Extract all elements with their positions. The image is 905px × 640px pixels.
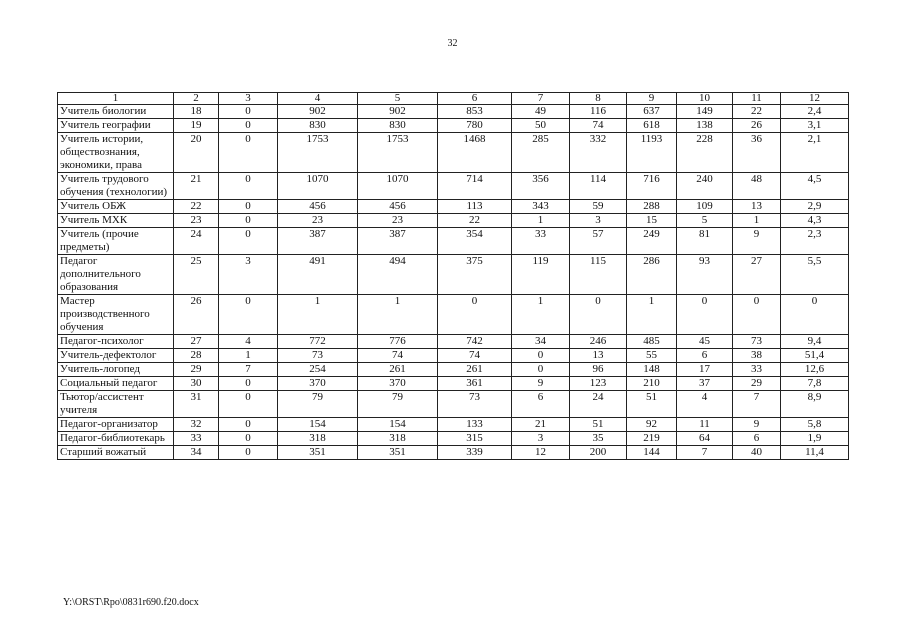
table-cell: 154 — [358, 418, 438, 432]
table-cell: 1 — [733, 214, 781, 228]
table-row — [58, 295, 849, 335]
table-cell: 113 — [438, 200, 512, 214]
table-cell: 288 — [627, 200, 677, 214]
table-cell: 15 — [627, 214, 677, 228]
table-cell: 35 — [570, 432, 627, 446]
table-cell: 772 — [278, 335, 358, 349]
table-header-row — [58, 93, 849, 105]
table-cell: 133 — [438, 418, 512, 432]
row-position-name: Педагог-библиотекарь — [58, 432, 174, 446]
table-cell: 74 — [438, 349, 512, 363]
column-header: 3 — [219, 93, 278, 105]
table-cell: 370 — [278, 377, 358, 391]
table-cell: 1 — [512, 295, 570, 335]
table-row — [58, 214, 849, 228]
table-cell: 1 — [278, 295, 358, 335]
table-cell: 240 — [677, 173, 733, 200]
table-cell: 0 — [438, 295, 512, 335]
row-position-name: Учитель (прочие предметы) — [58, 228, 174, 255]
table-cell: 114 — [570, 173, 627, 200]
table-cell: 22 — [174, 200, 219, 214]
table-cell: 1 — [512, 214, 570, 228]
table-cell: 149 — [677, 105, 733, 119]
table-cell: 0 — [512, 363, 570, 377]
table-row — [58, 377, 849, 391]
table-cell: 13 — [570, 349, 627, 363]
row-position-name: Тьютор/ассистент учителя — [58, 391, 174, 418]
table-row — [58, 363, 849, 377]
table-cell: 1070 — [278, 173, 358, 200]
table-cell: 351 — [278, 446, 358, 460]
table-cell: 0 — [219, 377, 278, 391]
table-cell: 79 — [278, 391, 358, 418]
table-cell: 375 — [438, 255, 512, 295]
column-header: 4 — [278, 93, 358, 105]
table-cell: 23 — [174, 214, 219, 228]
table-cell: 343 — [512, 200, 570, 214]
table-cell: 228 — [677, 133, 733, 173]
table-row — [58, 200, 849, 214]
table-cell: 0 — [219, 446, 278, 460]
row-position-name: Учитель-логопед — [58, 363, 174, 377]
table-cell: 0 — [219, 418, 278, 432]
column-header: 9 — [627, 93, 677, 105]
table-cell: 3 — [219, 255, 278, 295]
table-cell: 354 — [438, 228, 512, 255]
table-cell: 26 — [733, 119, 781, 133]
table-row — [58, 173, 849, 200]
table-cell: 48 — [733, 173, 781, 200]
table-cell: 81 — [677, 228, 733, 255]
table-cell: 4 — [677, 391, 733, 418]
table-cell: 25 — [174, 255, 219, 295]
table-cell: 1,9 — [781, 432, 849, 446]
table-cell: 45 — [677, 335, 733, 349]
table-cell: 40 — [733, 446, 781, 460]
data-table — [57, 92, 849, 460]
table-cell: 9 — [733, 418, 781, 432]
table-cell: 33 — [733, 363, 781, 377]
table-cell: 219 — [627, 432, 677, 446]
row-position-name: Учитель географии — [58, 119, 174, 133]
table-row — [58, 105, 849, 119]
table-row — [58, 432, 849, 446]
row-position-name: Старший вожатый — [58, 446, 174, 460]
table-cell: 0 — [219, 295, 278, 335]
table-cell: 74 — [570, 119, 627, 133]
table-cell: 119 — [512, 255, 570, 295]
table-cell: 1753 — [358, 133, 438, 173]
table-cell: 332 — [570, 133, 627, 173]
table-cell: 4,5 — [781, 173, 849, 200]
table-cell: 4,3 — [781, 214, 849, 228]
table-cell: 5,5 — [781, 255, 849, 295]
table-cell: 3 — [512, 432, 570, 446]
table-cell: 51 — [627, 391, 677, 418]
table-cell: 116 — [570, 105, 627, 119]
table-cell: 318 — [278, 432, 358, 446]
table-cell: 57 — [570, 228, 627, 255]
row-position-name: Учитель ОБЖ — [58, 200, 174, 214]
table-cell: 0 — [219, 119, 278, 133]
row-position-name: Педагог-психолог — [58, 335, 174, 349]
table-cell: 0 — [219, 432, 278, 446]
table-cell: 64 — [677, 432, 733, 446]
column-header: 5 — [358, 93, 438, 105]
table-cell: 7 — [733, 391, 781, 418]
table-cell: 246 — [570, 335, 627, 349]
table-cell: 9,4 — [781, 335, 849, 349]
table-cell: 144 — [627, 446, 677, 460]
table-cell: 339 — [438, 446, 512, 460]
row-position-name: Социальный педагог — [58, 377, 174, 391]
table-cell: 716 — [627, 173, 677, 200]
table-cell: 79 — [358, 391, 438, 418]
table-cell: 494 — [358, 255, 438, 295]
table-cell: 1070 — [358, 173, 438, 200]
table-row — [58, 349, 849, 363]
table-cell: 30 — [174, 377, 219, 391]
table-cell: 33 — [512, 228, 570, 255]
table-row — [58, 133, 849, 173]
table-cell: 6 — [512, 391, 570, 418]
table-cell: 109 — [677, 200, 733, 214]
table-cell: 73 — [278, 349, 358, 363]
table-cell: 29 — [174, 363, 219, 377]
table-cell: 24 — [174, 228, 219, 255]
table-cell: 285 — [512, 133, 570, 173]
table-cell: 0 — [219, 214, 278, 228]
table-cell: 485 — [627, 335, 677, 349]
table-cell: 27 — [733, 255, 781, 295]
table-cell: 13 — [733, 200, 781, 214]
table-cell: 31 — [174, 391, 219, 418]
table-cell: 18 — [174, 105, 219, 119]
table-cell: 200 — [570, 446, 627, 460]
table-cell: 456 — [278, 200, 358, 214]
table-cell: 0 — [219, 391, 278, 418]
table-cell: 830 — [358, 119, 438, 133]
table-cell: 2,9 — [781, 200, 849, 214]
table-cell: 148 — [627, 363, 677, 377]
table-cell: 92 — [627, 418, 677, 432]
row-position-name: Мастер производственного обучения — [58, 295, 174, 335]
table-cell: 0 — [677, 295, 733, 335]
footer-file-path: Y:\ORST\Rpo\0831r690.f20.docx — [63, 597, 199, 608]
table-cell: 22 — [733, 105, 781, 119]
table-cell: 0 — [219, 105, 278, 119]
row-position-name: Педагог-организатор — [58, 418, 174, 432]
table-cell: 637 — [627, 105, 677, 119]
table-cell: 51,4 — [781, 349, 849, 363]
table-row — [58, 228, 849, 255]
table-cell: 93 — [677, 255, 733, 295]
table-cell: 0 — [570, 295, 627, 335]
table-cell: 318 — [358, 432, 438, 446]
table-cell: 74 — [358, 349, 438, 363]
page-number: 32 — [447, 38, 458, 49]
table-cell: 1 — [358, 295, 438, 335]
table-cell: 8,9 — [781, 391, 849, 418]
table-cell: 210 — [627, 377, 677, 391]
table-cell: 286 — [627, 255, 677, 295]
table-cell: 902 — [278, 105, 358, 119]
table-cell: 24 — [570, 391, 627, 418]
table-cell: 0 — [733, 295, 781, 335]
table-cell: 26 — [174, 295, 219, 335]
table-cell: 776 — [358, 335, 438, 349]
table-cell: 491 — [278, 255, 358, 295]
table-cell: 11,4 — [781, 446, 849, 460]
table-cell: 51 — [570, 418, 627, 432]
table-row — [58, 255, 849, 295]
table-cell: 23 — [278, 214, 358, 228]
row-position-name: Учитель биологии — [58, 105, 174, 119]
column-header: 8 — [570, 93, 627, 105]
table-cell: 830 — [278, 119, 358, 133]
table-cell: 19 — [174, 119, 219, 133]
table-cell: 5,8 — [781, 418, 849, 432]
column-header: 2 — [174, 93, 219, 105]
row-position-name: Учитель-дефектолог — [58, 349, 174, 363]
row-position-name: Учитель трудового обучения (технологии) — [58, 173, 174, 200]
table-cell: 7,8 — [781, 377, 849, 391]
table-cell: 154 — [278, 418, 358, 432]
table-cell: 249 — [627, 228, 677, 255]
table-cell: 12,6 — [781, 363, 849, 377]
table-cell: 34 — [512, 335, 570, 349]
table-cell: 9 — [733, 228, 781, 255]
table-cell: 387 — [278, 228, 358, 255]
table-body — [58, 93, 849, 460]
table-cell: 73 — [733, 335, 781, 349]
table-cell: 3 — [570, 214, 627, 228]
table-cell: 618 — [627, 119, 677, 133]
table-cell: 27 — [174, 335, 219, 349]
table-cell: 11 — [677, 418, 733, 432]
table-row — [58, 418, 849, 432]
table-cell: 1468 — [438, 133, 512, 173]
table-cell: 59 — [570, 200, 627, 214]
table-row — [58, 119, 849, 133]
table-cell: 1 — [219, 349, 278, 363]
table-cell: 22 — [438, 214, 512, 228]
table-cell: 17 — [677, 363, 733, 377]
table-cell: 387 — [358, 228, 438, 255]
table-cell: 0 — [219, 133, 278, 173]
table-cell: 356 — [512, 173, 570, 200]
table-cell: 23 — [358, 214, 438, 228]
table-cell: 0 — [219, 228, 278, 255]
table-cell: 21 — [512, 418, 570, 432]
table-cell: 36 — [733, 133, 781, 173]
table-cell: 0 — [219, 173, 278, 200]
table-cell: 49 — [512, 105, 570, 119]
table-cell: 0 — [512, 349, 570, 363]
table-cell: 261 — [358, 363, 438, 377]
table-cell: 34 — [174, 446, 219, 460]
row-position-name: Учитель МХК — [58, 214, 174, 228]
table-cell: 0 — [219, 200, 278, 214]
column-header: 1 — [58, 93, 174, 105]
table-cell: 2,1 — [781, 133, 849, 173]
row-position-name: Педагог дополнительного образования — [58, 255, 174, 295]
table-cell: 138 — [677, 119, 733, 133]
table-cell: 7 — [677, 446, 733, 460]
table-row — [58, 335, 849, 349]
row-position-name: Учитель истории, обществознания, экономики, права — [58, 133, 174, 173]
table-cell: 5 — [677, 214, 733, 228]
table-cell: 32 — [174, 418, 219, 432]
table-cell: 370 — [358, 377, 438, 391]
table-row — [58, 446, 849, 460]
table-cell: 261 — [438, 363, 512, 377]
table-cell: 6 — [733, 432, 781, 446]
table-cell: 37 — [677, 377, 733, 391]
table-cell: 6 — [677, 349, 733, 363]
table-cell: 29 — [733, 377, 781, 391]
table-cell: 38 — [733, 349, 781, 363]
table-cell: 28 — [174, 349, 219, 363]
table-cell: 361 — [438, 377, 512, 391]
column-header: 12 — [781, 93, 849, 105]
table-cell: 9 — [512, 377, 570, 391]
column-header: 7 — [512, 93, 570, 105]
table-cell: 3,1 — [781, 119, 849, 133]
table-cell: 33 — [174, 432, 219, 446]
table-cell: 21 — [174, 173, 219, 200]
table-cell: 2,3 — [781, 228, 849, 255]
column-header: 11 — [733, 93, 781, 105]
table-cell: 1193 — [627, 133, 677, 173]
table-cell: 115 — [570, 255, 627, 295]
table-cell: 902 — [358, 105, 438, 119]
table-cell: 456 — [358, 200, 438, 214]
column-header: 10 — [677, 93, 733, 105]
table-cell: 123 — [570, 377, 627, 391]
table-cell: 1 — [627, 295, 677, 335]
table-cell: 1753 — [278, 133, 358, 173]
table-cell: 12 — [512, 446, 570, 460]
table-row — [58, 391, 849, 418]
table-cell: 55 — [627, 349, 677, 363]
column-header: 6 — [438, 93, 512, 105]
table-cell: 0 — [781, 295, 849, 335]
table-cell: 20 — [174, 133, 219, 173]
table-cell: 742 — [438, 335, 512, 349]
table-cell: 96 — [570, 363, 627, 377]
table-cell: 853 — [438, 105, 512, 119]
table-cell: 4 — [219, 335, 278, 349]
table-cell: 351 — [358, 446, 438, 460]
table-cell: 50 — [512, 119, 570, 133]
table-cell: 315 — [438, 432, 512, 446]
table-cell: 7 — [219, 363, 278, 377]
table-cell: 73 — [438, 391, 512, 418]
table-cell: 714 — [438, 173, 512, 200]
table-cell: 254 — [278, 363, 358, 377]
table-cell: 2,4 — [781, 105, 849, 119]
table-cell: 780 — [438, 119, 512, 133]
